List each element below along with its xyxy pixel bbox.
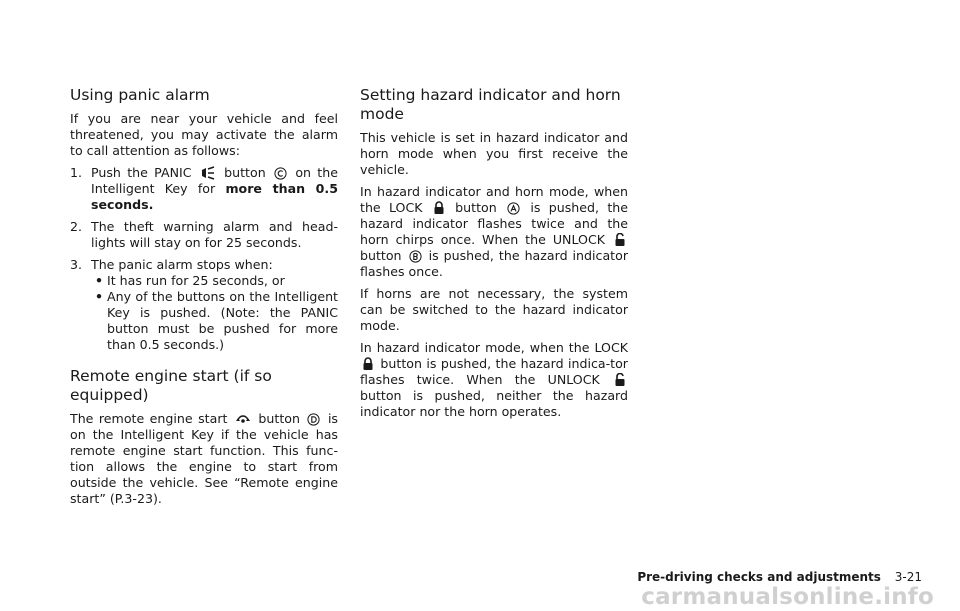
panic-step-1 xyxy=(70,165,338,213)
footer-section-title: Pre-driving checks and adjustments xyxy=(637,570,881,584)
step-emphasis: more than 0.5 seconds. xyxy=(91,181,338,212)
circled-b-icon xyxy=(409,250,422,263)
para-text: button is pushed, the hazard indica-tor flashes twice. When the UNLOCK xyxy=(360,356,628,387)
panic-step-3 xyxy=(70,257,338,353)
page-footer xyxy=(637,570,922,584)
panic-step-2 xyxy=(70,219,338,251)
bullet-item: • Any of the buttons on the Intelligent Key is pushed. (Note: the PANIC button must be pushed for more than 0.5 seconds.) xyxy=(91,289,338,353)
panic-alarm-heading: Using panic alarm xyxy=(70,86,210,104)
step-number: 2. xyxy=(70,219,83,234)
left-column xyxy=(70,86,338,513)
para-text: is pushed, the hazard indicator flashes twice and the horn chirps once. When the UNLOCK xyxy=(360,200,628,247)
padlock-closed-icon xyxy=(362,357,374,371)
step-text: Push the PANIC xyxy=(91,165,192,180)
hazard-p4 xyxy=(360,340,628,420)
remote-start-paragraph xyxy=(70,411,338,507)
panic-horn-icon xyxy=(200,166,216,180)
para-text: In hazard indicator mode, when the LOCK xyxy=(360,340,628,355)
panic-intro: If you are near your vehicle and feel threatened, you may activate the alarm to call attention as follows: xyxy=(70,111,338,158)
para-text: is on the Intelligent Key if the vehicle has remote engine start function. This func-tion allows the engine to start from outside the vehicle. See “Remote engine start” (P.3-23). xyxy=(70,411,338,506)
para-text: is pushed, the hazard indicator flashes once. xyxy=(360,248,628,279)
hazard-p1: This vehicle is set in hazard indicator and horn mode when you first receive the vehicle. xyxy=(360,130,628,177)
para-text: button xyxy=(360,248,402,263)
para-text: button xyxy=(258,411,300,426)
step-text: on the Intelligent Key for xyxy=(91,165,338,196)
panic-steps xyxy=(70,165,338,353)
hazard-horn-heading: Setting hazard indicator and horn mode xyxy=(360,86,621,123)
right-column xyxy=(360,86,628,426)
remote-start-icon xyxy=(235,412,251,426)
para-text: In hazard indicator and horn mode, when the LOCK xyxy=(360,184,628,215)
para-text: button is pushed, neither the hazard indicator nor the horn operates. xyxy=(360,388,628,419)
step-number: 1. xyxy=(70,165,83,180)
hazard-p2 xyxy=(360,184,628,280)
watermark: carmanualsonline.info xyxy=(641,584,934,610)
step-text: button xyxy=(224,165,266,180)
padlock-open-icon xyxy=(614,233,626,247)
circled-c-icon xyxy=(274,167,287,180)
circled-d-icon xyxy=(307,413,320,426)
hazard-p3: If horns are not necessary, the system can be switched to the hazard indicator mode. xyxy=(360,286,628,333)
step-text: The theft warning alarm and head-lights will stay on for 25 seconds. xyxy=(91,219,338,250)
page-number: 3-21 xyxy=(894,570,922,584)
padlock-open-icon xyxy=(614,373,626,387)
para-text: button xyxy=(455,200,497,215)
remote-start-heading: Remote engine start (if so equipped) xyxy=(70,367,272,404)
bullet-item: • It has run for 25 seconds, or xyxy=(91,273,338,289)
step-number: 3. xyxy=(70,257,83,272)
para-text: The remote engine start xyxy=(70,411,228,426)
panic-stop-conditions xyxy=(91,273,338,353)
step-text: The panic alarm stops when: xyxy=(91,257,273,272)
padlock-closed-icon xyxy=(433,201,445,215)
circled-a-icon xyxy=(507,202,520,215)
